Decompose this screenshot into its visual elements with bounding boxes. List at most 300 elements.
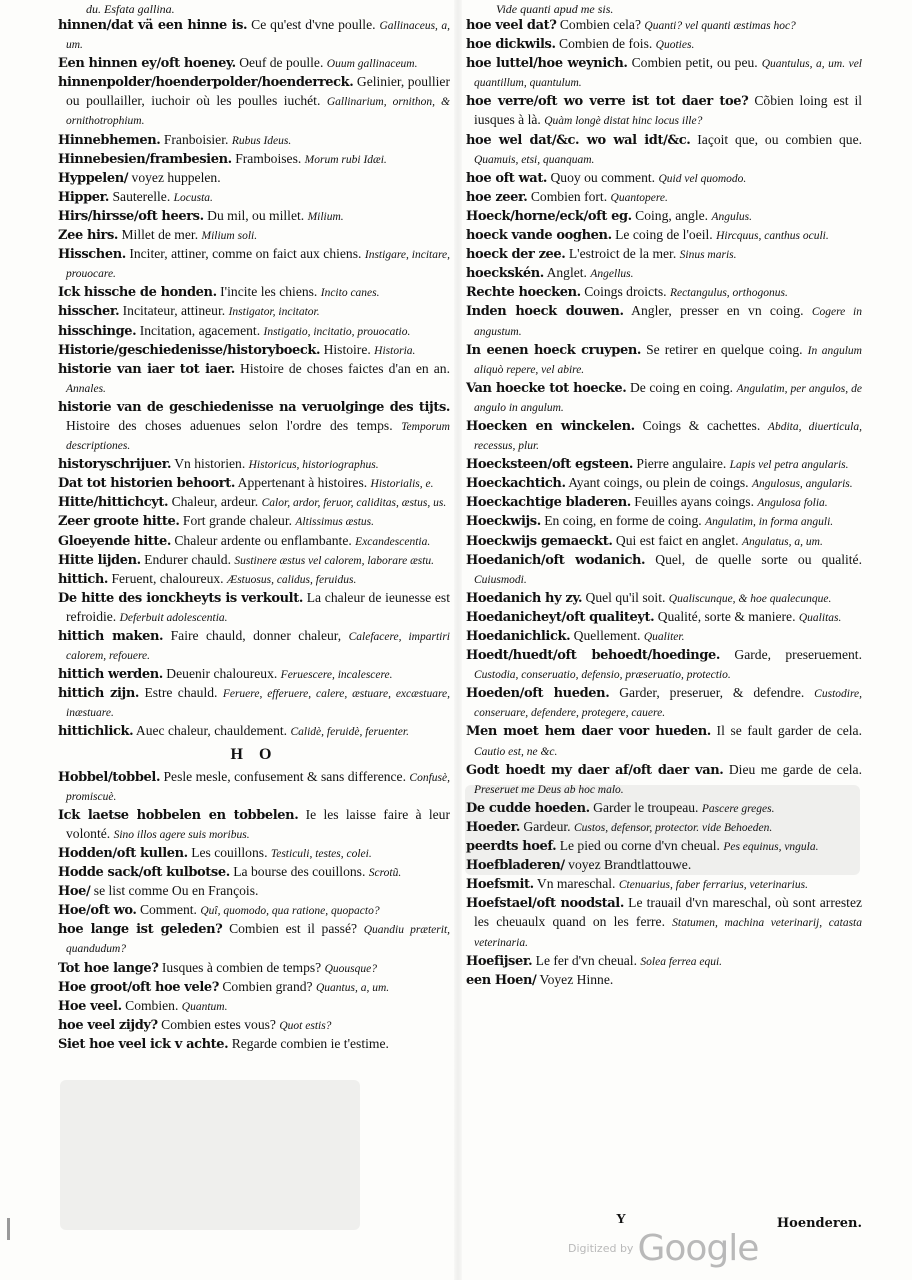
dictionary-entry xyxy=(58,302,450,321)
dictionary-entry xyxy=(466,952,862,971)
headword: Hisschen. xyxy=(58,247,126,263)
section-heading: H O xyxy=(230,745,278,763)
french-gloss: Quellement. xyxy=(573,628,641,643)
latin-gloss: Annales. xyxy=(66,382,106,395)
dictionary-entry xyxy=(466,302,862,340)
latin-gloss: Confusè, promiscuè. xyxy=(66,771,450,803)
latin-gloss: Qualitas. xyxy=(798,611,842,624)
watermark-text: Digitized by xyxy=(568,1242,634,1255)
headword: hoeck der zee. xyxy=(466,247,566,263)
latin-gloss: Quoties. xyxy=(655,39,695,52)
latin-gloss: Preseruet me Deus ab hoc malo. xyxy=(474,783,624,796)
page-stain xyxy=(60,1080,360,1230)
latin-gloss: Quot estis? xyxy=(279,1019,332,1032)
latin-gloss: Angulatus, a, um. xyxy=(742,535,823,548)
latin-gloss: Quousque? xyxy=(324,962,378,975)
left-entries xyxy=(58,16,450,742)
latin-gloss: Sino illos agere suis moribus. xyxy=(113,828,250,841)
dictionary-entry xyxy=(58,207,450,226)
french-gloss: Chaleur, ardeur. xyxy=(171,494,259,510)
headword: Een hinnen ey/oft hoeney. xyxy=(58,56,236,72)
latin-gloss: Instigator, incitator. xyxy=(228,306,320,319)
french-gloss: Qualité, sorte & maniere. xyxy=(657,608,796,624)
headword: hoeck vande ooghen. xyxy=(466,228,612,244)
headword: Dat tot historien behoort. xyxy=(58,476,235,492)
dictionary-entry xyxy=(58,150,450,169)
headword: peerdts hoef. xyxy=(466,839,557,855)
latin-gloss: Ctenuarius, faber ferrarius, veterinarius. xyxy=(618,879,808,892)
french-gloss: Combien petit, ou peu. xyxy=(631,55,758,71)
french-gloss: Le fer d'vn cheual. xyxy=(535,952,637,968)
french-gloss: Framboises. xyxy=(235,150,302,166)
latin-gloss: Angulosus, angularis. xyxy=(752,478,853,491)
dictionary-entry xyxy=(58,54,450,73)
headword: Hoedt/huedt/oft behoedt/hoedinge. xyxy=(466,648,721,664)
latin-gloss: Qualiter. xyxy=(643,631,685,643)
dictionary-entry xyxy=(58,863,450,882)
french-gloss: Oeuf de poulle. xyxy=(239,55,324,71)
latin-gloss: Instigare, incitare, prouocare. xyxy=(66,249,450,281)
french-gloss: Coings & cachettes. xyxy=(642,417,761,433)
latin-gloss: Solea ferrea equi. xyxy=(640,955,723,968)
french-gloss: Feruent, chaloureux. xyxy=(111,570,224,586)
french-gloss: Faire chauld, donner chaleur, xyxy=(170,628,342,643)
french-gloss: Quoy ou comment. xyxy=(550,169,656,185)
latin-gloss: Custos, defensor, protector. vide Behoeden. xyxy=(573,821,773,834)
dictionary-entry xyxy=(466,971,862,990)
french-gloss: Se retirer en quelque coing. xyxy=(646,341,803,357)
latin-gloss: Hircquus, canthus oculi. xyxy=(716,230,829,243)
french-gloss: La chaleur de ieunesse est refroidie. xyxy=(66,589,450,624)
latin-gloss: Sinus maris. xyxy=(679,249,737,262)
headword: Hyppelen/ xyxy=(58,170,129,186)
dictionary-entry xyxy=(466,264,862,283)
french-gloss: Angler, presser en vn coing. xyxy=(631,303,804,319)
dictionary-entry xyxy=(58,978,450,997)
latin-gloss: Pes equinus, vngula. xyxy=(723,841,819,854)
headword: Hoedanicheyt/oft qualiteyt. xyxy=(466,609,655,625)
latin-gloss: Quantum. xyxy=(181,1000,228,1013)
french-gloss: Pesle mesle, confusement & sans difference. xyxy=(163,768,406,784)
headword: Rechte hoecken. xyxy=(466,285,581,301)
latin-gloss: Custodia, conseruatio, defensio, præseruatio, protectio. xyxy=(474,669,731,682)
headword: historie van de geschiedenisse na veruolginge des tijts. xyxy=(58,399,450,415)
french-gloss: Dieu me garde de cela. xyxy=(728,761,862,777)
dictionary-entry xyxy=(466,856,862,875)
headword: Hinnebhemen. xyxy=(58,132,161,148)
latin-gloss: Pascere greges. xyxy=(701,802,775,815)
french-gloss: Le pied ou corne d'vn cheual. xyxy=(559,838,720,854)
left-column xyxy=(58,2,450,1054)
headword: Hoeder. xyxy=(466,819,520,835)
dictionary-entry xyxy=(58,131,450,150)
headword: Hoe groot/oft hoe vele? xyxy=(58,979,219,995)
headword: Hoeckwijs gemaeckt. xyxy=(466,533,613,549)
headword: hinnen/dat vä een hinne is. xyxy=(58,18,248,33)
dictionary-entry xyxy=(466,837,862,856)
latin-gloss: Cuiusmodi. xyxy=(474,573,527,586)
headword: hoe zeer. xyxy=(466,189,528,205)
dictionary-entry xyxy=(466,493,862,512)
latin-gloss: Quid vel quomodo. xyxy=(658,172,747,185)
right-column xyxy=(466,2,862,990)
dictionary-entry xyxy=(58,997,450,1016)
french-gloss: Ie les laisse faire à leur volonté. xyxy=(66,806,451,841)
latin-gloss: Ouum gallinaceum. xyxy=(326,58,418,71)
french-gloss: Quel, de quelle sorte ou qualité. xyxy=(655,551,862,567)
latin-gloss: Historialis, e. xyxy=(370,478,434,491)
headword: een Hoen/ xyxy=(466,972,537,988)
french-gloss: voyez huppelen. xyxy=(131,169,221,185)
margin-mark xyxy=(7,1218,10,1240)
headword: Hoeckachtige bladeren. xyxy=(466,495,631,511)
french-gloss: Du mil, ou millet. xyxy=(207,207,305,223)
french-gloss: Pierre angulaire. xyxy=(636,456,727,472)
latin-gloss: Gallinarium, ornithon, & ornithotrophium. xyxy=(66,96,450,128)
latin-gloss: Qualiscunque, & hoe qualecunque. xyxy=(668,592,832,605)
dictionary-entry xyxy=(466,875,862,894)
headword: Siet hoe veel ick v achte. xyxy=(58,1036,229,1052)
headword: Hoeckwijs. xyxy=(466,514,541,530)
dictionary-entry xyxy=(58,665,450,684)
french-gloss: Histoire des choses aduenues selon l'ordre des temps. xyxy=(66,417,393,433)
page-fold xyxy=(454,0,462,1280)
dictionary-entry xyxy=(58,806,450,844)
headword: hoe dickwils. xyxy=(466,37,556,53)
french-gloss: Garder, preseruer, & defendre. xyxy=(619,685,805,701)
latin-gloss: Angulatim, per angulos, de angulo in angulum. xyxy=(474,382,863,414)
headword: Hobbel/tobbel. xyxy=(58,769,161,785)
dictionary-entry xyxy=(466,379,862,417)
headword: Ick hissche de honden. xyxy=(58,285,217,301)
dictionary-entry xyxy=(58,901,450,920)
french-gloss: Incitation, agacement. xyxy=(139,322,261,338)
dictionary-entry xyxy=(466,131,862,169)
french-gloss: La bourse des couillons. xyxy=(233,864,366,880)
latin-gloss: In angulum aliquò repere, vel abire. xyxy=(474,344,862,376)
latin-gloss: Instigatio, incitatio, prouocatio. xyxy=(263,325,411,338)
headword: Hoecken en winckelen. xyxy=(466,418,635,434)
french-gloss: Incitateur, attineur. xyxy=(122,303,226,319)
headword: Hirs/hirsse/oft heers. xyxy=(58,208,204,224)
french-gloss: Deuenir chaloureux. xyxy=(166,666,278,682)
right-entries xyxy=(466,16,862,990)
dictionary-entry xyxy=(58,341,450,360)
dictionary-entry xyxy=(466,589,862,608)
headword: Tot hoe lange? xyxy=(58,960,159,976)
dictionary-entry xyxy=(58,322,450,341)
headword: hittichlick. xyxy=(58,724,134,740)
headword: In eenen hoeck cruypen. xyxy=(466,342,642,358)
french-gloss: Cõbien loing est il iusques à là. xyxy=(474,93,862,128)
dictionary-entry xyxy=(466,207,862,226)
latin-gloss: Cautio est, ne &c. xyxy=(474,745,558,758)
headword: De cudde hoeden. xyxy=(466,800,590,816)
headword: hisschinge. xyxy=(58,323,137,339)
dictionary-entry xyxy=(466,818,862,837)
french-gloss: I'incite les chiens. xyxy=(220,284,318,300)
dictionary-entry xyxy=(58,188,450,207)
latin-gloss: Gallinaceus, a, um. xyxy=(66,20,450,52)
french-gloss: Combien cela? xyxy=(559,17,641,32)
french-gloss: Chaleur ardente ou enflambante. xyxy=(174,532,352,548)
headword: hittich maken. xyxy=(58,629,164,644)
headword: Hoe veel. xyxy=(58,998,122,1014)
headword: Ick laetse hobbelen en tobbelen. xyxy=(58,807,299,823)
headword: hoe wel dat/&c. wo wal idt/&c. xyxy=(466,132,691,148)
dictionary-entry xyxy=(466,761,862,799)
french-gloss: Qui est faict en anglet. xyxy=(615,532,739,548)
headword: hittich werden. xyxy=(58,667,163,683)
french-gloss: Le coing de l'oeil. xyxy=(615,227,713,243)
latin-gloss: Quantus, a, um. xyxy=(316,981,390,994)
dictionary-entry xyxy=(58,226,450,245)
dictionary-entry xyxy=(466,608,862,627)
french-gloss: se list comme Ou en François. xyxy=(93,883,259,899)
headword: hinnenpolder/hoenderpolder/hoenderreck. xyxy=(58,75,354,91)
dictionary-entry xyxy=(58,73,450,130)
dictionary-entry xyxy=(58,570,450,589)
dictionary-entry xyxy=(58,684,450,722)
french-gloss: Endurer chauld. xyxy=(144,551,231,567)
french-gloss: L'estroict de la mer. xyxy=(568,246,677,262)
latin-gloss: Quantulus, a, um. vel quantillum, quantulum. xyxy=(474,58,862,90)
headword: Hoeckachtich. xyxy=(466,476,566,492)
latin-gloss: Angulus. xyxy=(711,210,753,223)
dictionary-entry xyxy=(58,768,450,806)
headword: Hodden/oft kullen. xyxy=(58,845,188,861)
dictionary-entry xyxy=(58,844,450,863)
headword: Hoedanich/oft wodanich. xyxy=(466,552,646,568)
latin-gloss: Historicus, historiographus. xyxy=(248,459,379,472)
catchword: Hoenderen. xyxy=(776,1216,862,1231)
headword: Hoeden/oft hueden. xyxy=(466,686,610,702)
headword: Hinnebesien/frambesien. xyxy=(58,151,232,167)
headword: Hoecksteen/oft egsteen. xyxy=(466,457,634,473)
latin-gloss: Rubus Ideus. xyxy=(231,134,292,147)
headword: Zeer groote hitte. xyxy=(58,514,180,530)
dictionary-entry xyxy=(466,188,862,207)
french-gloss: Gelinier, poullier ou poullailler, iuchoir où les poulles iuchét. xyxy=(66,74,450,109)
latin-gloss: Testiculi, testes, colei. xyxy=(270,847,372,860)
dictionary-entry xyxy=(466,684,862,722)
french-gloss: Garde, preseruement. xyxy=(734,647,862,663)
headword: Hoefbladeren/ xyxy=(466,858,565,874)
dictionary-entry xyxy=(58,722,450,741)
french-gloss: Histoire de choses faictes d'an en an. xyxy=(240,360,450,376)
headword: Gloeyende hitte. xyxy=(58,533,171,549)
headword: Hitte lijden. xyxy=(58,552,141,568)
latin-gloss: Abdita, diuerticula, recessus, plur. xyxy=(474,420,862,453)
latin-gloss: Æstuosus, calidus, feruidus. xyxy=(226,573,357,586)
dictionary-entry xyxy=(58,16,450,54)
french-gloss: Garder le troupeau. xyxy=(593,799,699,815)
headword: hoe lange ist geleden? xyxy=(58,922,223,938)
latin-gloss: Morum rubi Idæi. xyxy=(304,153,387,166)
french-gloss: Inciter, attiner, comme on faict aux chiens. xyxy=(129,246,362,262)
right-column-header: Vide quanti apud me sis. xyxy=(496,2,614,16)
french-gloss: Estre chauld. xyxy=(144,685,218,701)
dictionary-entry xyxy=(466,799,862,818)
headword: hoe veel dat? xyxy=(466,18,557,33)
french-gloss: Iaçoit que, ou combien que. xyxy=(697,131,862,147)
french-gloss: Appertenant à histoires. xyxy=(237,475,368,491)
dictionary-entry xyxy=(58,512,450,531)
headword: hittich. xyxy=(58,571,109,587)
french-gloss: Combien. xyxy=(125,997,179,1013)
headword: hisscher. xyxy=(58,304,120,320)
dictionary-entry xyxy=(58,532,450,551)
dictionary-entry xyxy=(466,283,862,302)
headword: Hoefijser. xyxy=(466,953,533,969)
french-gloss: Franboisier. xyxy=(163,131,229,147)
headword: hittich zijn. xyxy=(58,686,140,702)
dictionary-entry xyxy=(58,589,450,627)
dictionary-entry xyxy=(466,646,862,684)
french-gloss: Histoire. xyxy=(323,341,371,357)
dictionary-entry xyxy=(58,1035,450,1054)
dictionary-entry xyxy=(466,722,862,760)
headword: Inden hoeck douwen. xyxy=(466,304,624,320)
latin-gloss: Deferbuit adolescentia. xyxy=(119,611,228,624)
headword: hoe verre/oft wo verre ist tot daer toe? xyxy=(466,94,749,110)
latin-gloss: Angellus. xyxy=(590,268,634,281)
french-gloss: De coing en coing. xyxy=(629,379,734,395)
headword: Hoedanich hy zy. xyxy=(466,590,583,606)
french-gloss: Coing, angle. xyxy=(635,207,709,223)
dictionary-entry xyxy=(58,283,450,302)
dictionary-entry xyxy=(466,627,862,646)
latin-gloss: Feruescere, incalescere. xyxy=(280,669,393,682)
french-gloss: Voyez Hinne. xyxy=(539,971,614,987)
latin-gloss: Quanti? vel quanti æstimas hoc? xyxy=(644,20,796,32)
headword: Godt hoedt my daer af/oft daer van. xyxy=(466,762,724,778)
dictionary-entry xyxy=(466,551,862,589)
headword: Hitte/hittichcyt. xyxy=(58,495,169,511)
latin-gloss: Scrotũ. xyxy=(368,867,402,880)
dictionary-entry xyxy=(466,474,862,493)
french-gloss: Fort grande chaleur. xyxy=(182,513,292,529)
french-gloss: En coing, en forme de coing. xyxy=(544,513,702,529)
headword: Hoedanichlick. xyxy=(466,629,571,644)
google-logo: Google xyxy=(637,1228,759,1269)
dictionary-entry xyxy=(58,169,450,188)
french-gloss: Combien de fois. xyxy=(559,36,653,52)
latin-gloss: Quî, quomodo, qua ratione, quopacto? xyxy=(200,905,380,918)
french-gloss: Combien fort. xyxy=(530,188,608,204)
headword: historie van iaer tot iaer. xyxy=(58,361,235,377)
headword: hoe oft wat. xyxy=(466,170,548,186)
latin-gloss: Milium soli. xyxy=(201,230,258,243)
headword: historyschrijuer. xyxy=(58,457,172,473)
french-gloss: Regarde combien ie t'estime. xyxy=(231,1035,389,1051)
dictionary-entry xyxy=(58,245,450,283)
french-gloss: Il se fault garder de cela. xyxy=(716,723,862,739)
latin-gloss: Temporum descriptiones. xyxy=(66,420,450,453)
french-gloss: Combien estes vous? xyxy=(161,1016,276,1032)
dictionary-entry xyxy=(58,882,450,901)
latin-gloss: Milium. xyxy=(307,210,344,223)
dictionary-entry xyxy=(466,169,862,188)
headword: Hoeck/horne/eck/oft eg. xyxy=(466,208,632,224)
headword: hoe veel zijdy? xyxy=(58,1017,158,1033)
latin-gloss: Incito canes. xyxy=(320,287,380,300)
french-gloss: Combien est il passé? xyxy=(229,921,358,937)
french-gloss: Gardeur. xyxy=(523,818,571,834)
french-gloss: Comment. xyxy=(139,902,197,918)
headword: hoeckskén. xyxy=(466,266,544,282)
dictionary-entry xyxy=(466,532,862,551)
french-gloss: Ce qu'est d'vne poulle. xyxy=(251,17,376,32)
dictionary-entry xyxy=(58,493,450,512)
dictionary-entry xyxy=(58,627,450,665)
dictionary-entry xyxy=(58,455,450,474)
french-gloss: Vn mareschal. xyxy=(536,876,616,892)
french-gloss: Feuilles ayans coings. xyxy=(634,494,754,510)
latin-gloss: Altissimus æstus. xyxy=(295,516,375,529)
french-gloss: Coings droicts. xyxy=(584,284,667,300)
headword: Zee hirs. xyxy=(58,228,119,244)
signature-mark: Y xyxy=(616,1212,627,1227)
dictionary-entry xyxy=(466,226,862,245)
french-gloss: Millet de mer. xyxy=(121,227,199,243)
headword: De hitte des ionckheyts is verkoult. xyxy=(58,590,303,606)
latin-gloss: Quantopere. xyxy=(610,191,668,204)
headword: Men moet hem daer voor hueden. xyxy=(466,724,711,740)
headword: Hoefstael/oft noodstal. xyxy=(466,896,624,912)
latin-gloss: Angulosa folia. xyxy=(757,497,828,510)
dictionary-entry xyxy=(466,417,862,455)
latin-gloss: Cogere in angustum. xyxy=(474,306,863,338)
french-gloss: Ayant coings, ou plein de coings. xyxy=(568,475,749,491)
dictionary-entry xyxy=(58,959,450,978)
latin-gloss: Calor, ardor, feruor, caliditas, æstus, us. xyxy=(261,497,447,510)
headword: Van hoecke tot hoecke. xyxy=(466,380,627,396)
headword: Hoe/oft wo. xyxy=(58,903,137,919)
latin-gloss: Statumen, machina veterinarij, catasta veterinaria. xyxy=(474,917,862,949)
french-gloss: voyez Brandtlattouwe. xyxy=(568,857,692,873)
dictionary-entry xyxy=(466,455,862,474)
latin-gloss: Feruere, efferuere, calere, æstuare, excæstuare, inæstuare. xyxy=(66,688,450,720)
dictionary-entry xyxy=(466,894,862,951)
headword: Hoe/ xyxy=(58,884,91,900)
latin-gloss: Angulatim, in forma anguli. xyxy=(705,516,834,529)
french-gloss: Iusques à combien de temps? xyxy=(161,959,322,975)
latin-gloss: Lapis vel petra angularis. xyxy=(729,459,849,472)
latin-gloss: Quandiu præterit, quandudum? xyxy=(66,924,451,956)
latin-gloss: Historia. xyxy=(374,344,416,357)
latin-gloss: Custodire, conseruare, defendere, protegere, cauere. xyxy=(474,688,862,720)
dictionary-entry xyxy=(466,512,862,531)
headword: Hipper. xyxy=(58,189,110,205)
headword: Hoefsmit. xyxy=(466,877,534,893)
dictionary-entry xyxy=(466,35,862,54)
french-gloss: Combien grand? xyxy=(222,978,313,994)
dictionary-entry xyxy=(466,16,862,35)
french-gloss: Sauterelle. xyxy=(112,188,171,204)
headword: hoe luttel/hoe weynich. xyxy=(466,56,628,72)
dictionary-entry xyxy=(58,474,450,493)
french-gloss: Anglet. xyxy=(546,265,587,281)
dictionary-entry xyxy=(58,1016,450,1035)
dictionary-entry xyxy=(466,54,862,92)
french-gloss: Les couillons. xyxy=(191,844,268,860)
headword: Historie/geschiedenisse/historyboeck. xyxy=(58,342,321,358)
latin-gloss: Excandescentia. xyxy=(355,535,431,548)
latin-gloss: Calidè, feruidè, feruenter. xyxy=(290,726,409,739)
dictionary-entry xyxy=(466,341,862,379)
dictionary-entry xyxy=(58,360,450,398)
